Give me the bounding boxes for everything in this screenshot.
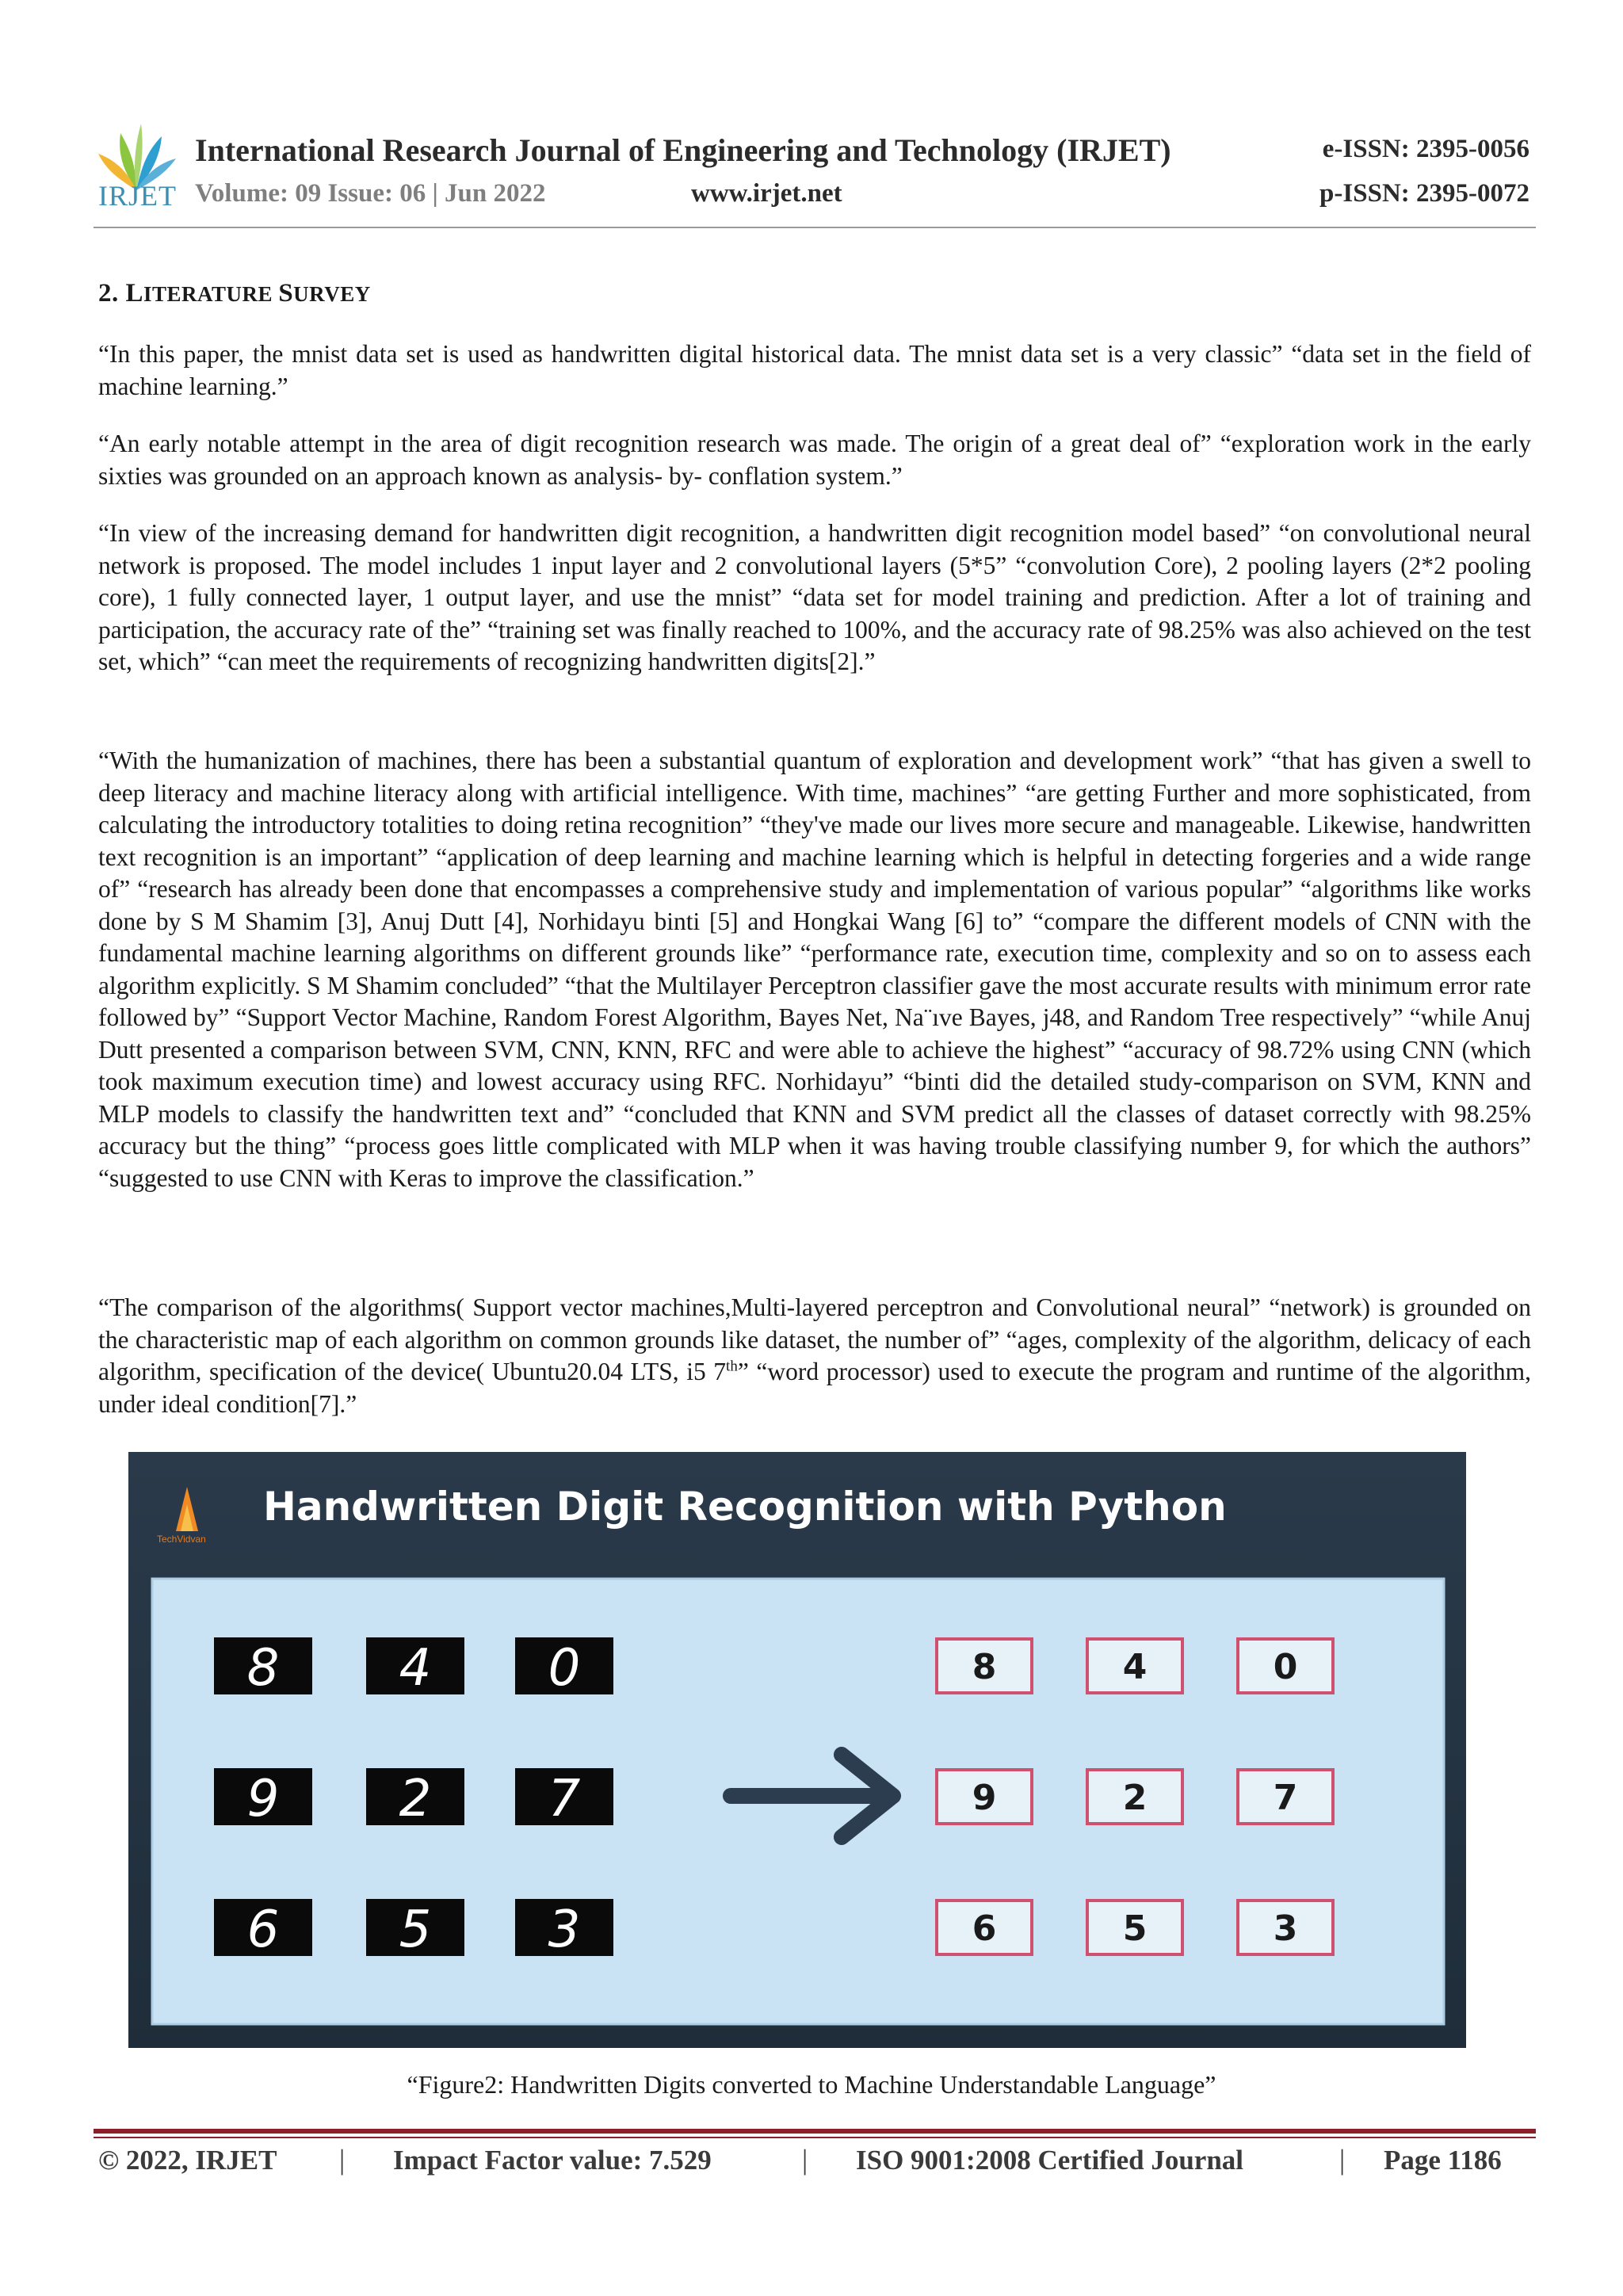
input-digit-label: 0 — [548, 1639, 581, 1698]
input-digit-3 — [515, 1899, 613, 1959]
output-digit-label: 2 — [1122, 1778, 1148, 1818]
footer-page-number: Page 1186 — [1384, 2145, 1502, 2176]
footer-separator: | — [802, 2144, 808, 2176]
footer-divider-thin — [94, 2137, 1536, 2138]
input-digit-label: 6 — [246, 1901, 280, 1959]
p-issn: p-ISSN: 2395-0072 — [1319, 179, 1529, 208]
volume-issue: Volume: 09 Issue: 06 | Jun 2022 — [195, 179, 546, 208]
figure-title: Handwritten Digit Recognition with Python — [263, 1484, 1227, 1530]
journal-title: International Research Journal of Engineering and Technology (IRJET) — [195, 132, 1171, 168]
brand-small-text: TechVidvan — [157, 1534, 206, 1545]
output-digit-0 — [1238, 1639, 1333, 1693]
output-digit-label: 3 — [1273, 1908, 1298, 1949]
journal-website-link[interactable]: www.irjet.net — [691, 179, 842, 208]
output-digit-label: 7 — [1273, 1778, 1298, 1818]
output-digit-5 — [1087, 1901, 1182, 1954]
paragraph-2: “An early notable attempt in the area of digit recognition research was made. The origin of a great deal of” “exploration work in the early sixties was grounded on an approach known as analysis- by- conflation system.” — [98, 430, 1531, 490]
section-heading: 2. LITERATURE SURVEY — [98, 279, 371, 308]
input-digit-label: 7 — [548, 1770, 581, 1828]
paragraph-3: “In view of the increasing demand for handwritten digit recognition, a handwritten digit recognition model based” “on convolutional neural network is proposed. The model includes 1 input layer and 2 convolutional layers (5*5” “convolution Core), 2 pooling layers (2*2 pooling core), 1 fully connected layer, 1 output layer, and use the mnist” “data set for model training and prediction. After a lot of training and participation, the accuracy rate of the” “training set was finally reached to 100%, and the accuracy rate of 98.25% was also achieved on the test set, which” “can meet the requirements of recognizing handwritten digits[2].” — [98, 519, 1531, 675]
figure-caption: “Figure2: Handwritten Digits converted to Machine Understandable Language” — [407, 2070, 1216, 2099]
e-issn: e-ISSN: 2395-0056 — [1322, 135, 1529, 163]
input-digit-label: 5 — [399, 1901, 432, 1959]
footer-separator: | — [339, 2144, 346, 2176]
input-digit-7 — [515, 1768, 613, 1828]
paragraph-1: “In this paper, the mnist data set is used as handwritten digital historical data. The mnist data set is a very classic” “data set in the field of machine learning.” — [98, 340, 1531, 400]
input-digits-grid — [214, 1637, 613, 1959]
footer-separator: | — [1339, 2144, 1346, 2176]
input-digit-label: 3 — [548, 1901, 581, 1959]
input-digit-2 — [366, 1768, 464, 1828]
output-digit-label: 4 — [1122, 1647, 1148, 1687]
footer-copyright: © 2022, IRJET — [98, 2145, 277, 2176]
input-digit-5 — [366, 1899, 464, 1959]
input-digit-9 — [214, 1768, 312, 1828]
output-digit-label: 0 — [1273, 1647, 1298, 1687]
footer-divider-thick — [94, 2129, 1536, 2134]
input-digit-label: 2 — [399, 1770, 432, 1828]
footer-iso: ISO 9001:2008 Certified Journal — [856, 2145, 1244, 2176]
output-digit-label: 8 — [972, 1647, 997, 1687]
footer-impact-factor: Impact Factor value: 7.529 — [393, 2145, 712, 2176]
output-digit-8 — [937, 1639, 1032, 1693]
header-divider — [94, 227, 1536, 228]
output-digit-6 — [937, 1901, 1032, 1954]
input-digit-4 — [366, 1637, 464, 1698]
output-digits-grid — [937, 1639, 1333, 1954]
output-digit-3 — [1238, 1901, 1333, 1954]
input-digit-label: 8 — [246, 1639, 280, 1698]
logo-text: IRJET — [98, 180, 177, 212]
output-digit-label: 6 — [972, 1908, 997, 1949]
input-digit-label: 4 — [399, 1639, 432, 1698]
paragraph-5: “The comparison of the algorithms( Support vector machines,Multi-layered perceptron and Convolutional neural” “network) is grounded on the characteristic map of each algorithm on common grounds like dataset, the number of” “ages, complexity of the algorithm, delicacy of each algorithm, specification of the device( Ubuntu20.04 LTS, i5 7th” “word processor) used to execute the program and runtime of the algorithm, under ideal condition[7].” — [98, 1293, 1531, 1418]
output-digit-7 — [1238, 1770, 1333, 1824]
output-digit-2 — [1087, 1770, 1182, 1824]
output-digit-4 — [1087, 1639, 1182, 1693]
input-digit-6 — [214, 1899, 312, 1959]
output-digit-label: 9 — [972, 1778, 997, 1818]
input-digit-label: 9 — [246, 1770, 280, 1828]
paragraph-4: “With the humanization of machines, there has been a substantial quantum of exploration and development work” “that has given a swell to deep literacy and machine literacy along with artificial intelligence. With time, machines” “are getting Further and more sophisticated, from calculating the introductory totalities to doing retina recognition” “they've made our lives more secure and manageable. Likewise, handwritten text recognition is an important” “application of deep learning and machine learning which is helpful in detecting forgeries and a wide range of” “research has already been done that encompasses a comprehensive study and implementation of various popular” “algorithms like works done by S M Shamim [3], Anuj Dutt [4], Norhidayu binti [5] and Hongkai Wang [6] to” “compare the different models of CNN with the fundamental machine learning algorithms on different grounds like” “performance rate, execution time, complexity and so on to assess each algorithm explicitly. S M Shamim concluded” “that the Multilayer Perceptron classifier gave the most accurate results with minimum error rate followed by” “Support Vector Machine, Random Forest Algorithm, Bayes Net, Na¨ıve Bayes, j48, and Random Tree respectively” “while Anuj Dutt presented a comparison between SVM, CNN, KNN, RFC and were able to achieve the highest” “accuracy of 98.72% using CNN (which took maximum execution time) and lowest accuracy using RFC. Norhidayu” “binti did the detailed study-comparison on SVM, KNN and MLP models to classify the handwritten text and” “concluded that KNN and SVM predict all the classes of dataset correctly with 98.25% accuracy but the thing” “process goes little complicated with MLP when it was having trouble classifying number 9, for which the authors” “suggested to use CNN with Keras to improve the classification.” — [98, 747, 1531, 1192]
input-digit-0 — [515, 1637, 613, 1698]
input-digit-8 — [214, 1637, 312, 1698]
output-digit-9 — [937, 1770, 1032, 1824]
output-digit-label: 5 — [1122, 1908, 1148, 1949]
figure-handwritten-digits — [128, 1452, 1466, 2048]
